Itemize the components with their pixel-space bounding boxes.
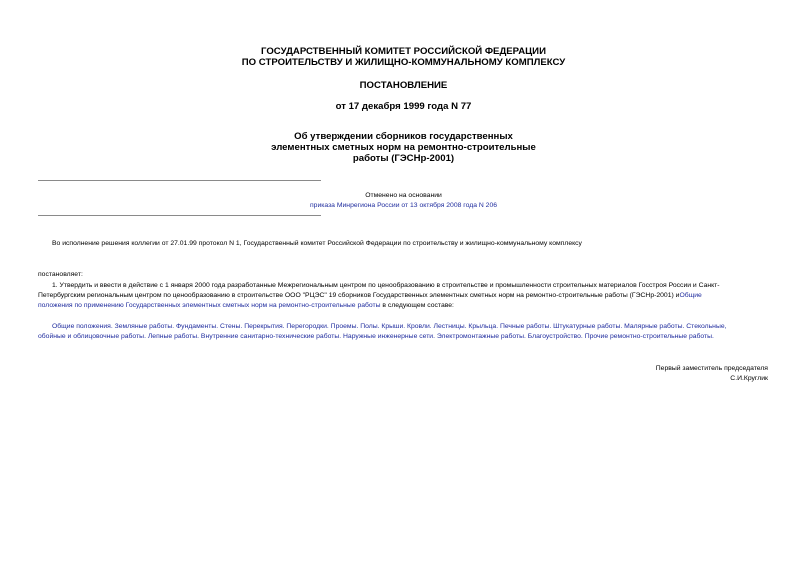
intro-paragraph: Во исполнение решения коллегии от 27.01.99 протокол N 1, Государственный комитет Российской Федерации по строительству и жилищно-коммунальному комплексу bbox=[52, 240, 582, 247]
collections-list-line-2[interactable]: обойные и облицовочные работы. Лепные работы. Внутренние санитарно-технические работы. Наружные инженерные сети. Электромонтажные работы. Благоустройство. Прочие ремонтно-строительные работы. bbox=[38, 333, 714, 340]
top-divider bbox=[38, 180, 321, 181]
signatory-position: Первый заместитель председателя bbox=[655, 365, 768, 372]
cancel-order-link[interactable]: приказа Минрегиона России от 13 октября 2008 года N 206 bbox=[309, 202, 498, 209]
paragraph-1-line-3 bbox=[38, 301, 768, 310]
paragraph-1-line-3-text: в следующем составе: bbox=[380, 302, 454, 309]
general-provisions-link-start[interactable]: Общие bbox=[679, 292, 702, 299]
bottom-divider bbox=[38, 215, 321, 216]
document-date: от 17 декабря 1999 года N 77 bbox=[335, 101, 472, 112]
paragraph-1-line-2 bbox=[38, 291, 768, 300]
general-provisions-link-end[interactable]: положения по применению Государственных элементных сметных норм на ремонтно-строительные работы bbox=[38, 302, 381, 309]
paragraph-1-line-2-text: Петербургским региональным центром по ценообразованию в строительстве ООО "РЦЭС" 19 сборников Государственных элементных сметных норм на ремонтно-строительные работы (ГЭСНр-2001) и bbox=[38, 292, 680, 299]
committee-name-line-1: ГОСУДАРСТВЕННЫЙ КОМИТЕТ РОССИЙСКОЙ ФЕДЕРАЦИИ bbox=[261, 46, 546, 57]
collections-list-line-1[interactable]: Общие положения. Земляные работы. Фундаменты. Стены. Перекрытия. Перегородки. Проемы. Полы. Крыши. Кровли. Лестницы. Крыльца. Печные работы. Штукатурные работы. Малярные работы. Стекольные, bbox=[52, 323, 727, 330]
document-title-line-2: элементных сметных норм на ремонтно-строительные bbox=[271, 142, 536, 153]
signatory-name: С.И.Круглик bbox=[730, 375, 768, 382]
decrees-word: постановляет: bbox=[38, 271, 83, 278]
document-title-line-1: Об утверждении сборников государственных bbox=[294, 131, 513, 142]
paragraph-1-line-1: 1. Утвердить и ввести в действие с 1 января 2000 года разработанные Межрегиональным центром по ценообразованию в строительстве и промышленности строительных материалов Госстроя России и Санкт- bbox=[52, 282, 720, 289]
document-type: ПОСТАНОВЛЕНИЕ bbox=[359, 80, 448, 91]
cancel-note-text: Отменено на основании bbox=[365, 192, 442, 199]
committee-name-line-2: ПО СТРОИТЕЛЬСТВУ И ЖИЛИЩНО-КОММУНАЛЬНОМУ КОМПЛЕКСУ bbox=[241, 57, 566, 68]
document-title-line-3: работы (ГЭСНр-2001) bbox=[352, 153, 455, 164]
